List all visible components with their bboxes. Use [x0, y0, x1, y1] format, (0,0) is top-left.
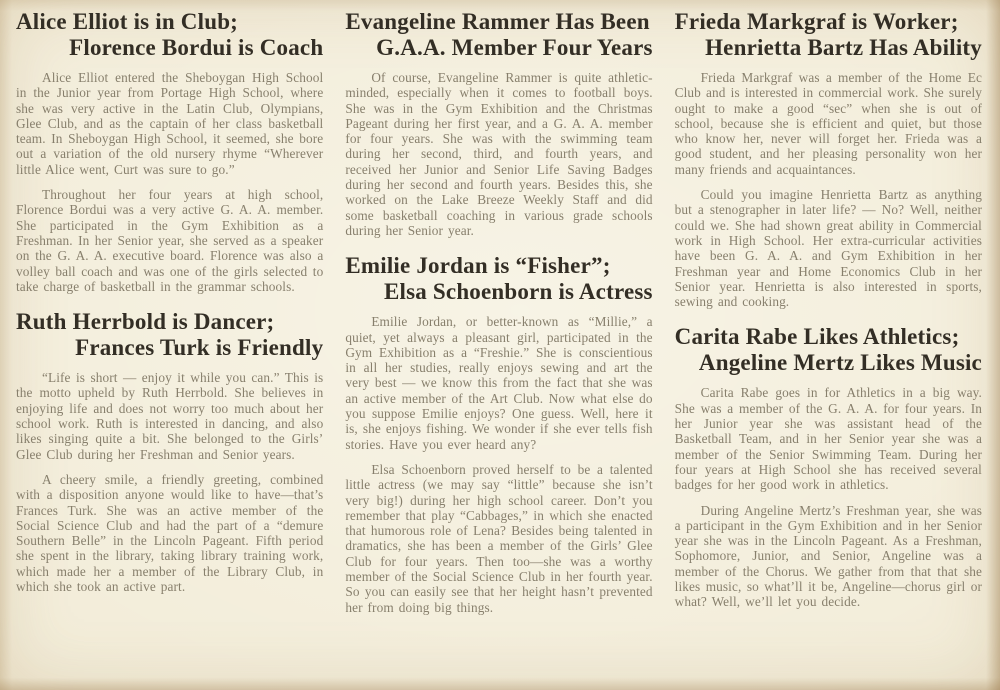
- article-emilie-jordan-elsa-schoenborn: [345, 253, 652, 615]
- article-headline: [345, 9, 652, 61]
- article-headline: [16, 309, 323, 361]
- article-paragraph: “Life is short — enjoy it while you can.” This is the motto upheld by Ruth Herrbold. She believes in enjoying life and does not worry too much about her school work. Ruth is interested in dancing, and also likes singing quite a bit. She belonged to the Girls’ Glee Club during her Freshman and Senior years.: [16, 370, 324, 462]
- article-headline: [345, 253, 652, 305]
- article-paragraph: Emilie Jordan, or better-known as “Millie,” a quiet, yet always a pleasant girl, participated in the Gym Exhibition as a “Freshie.” She is conscientious in all her studies, really enjoys sewing and art the very best — we know this from the fact that she was an active member of the Art Club. Now what else do you suppose Emilie enjoys? One guess. Well, here it is, she enjoys fishing. We wonder if she ever tells fish stories. Have you ever heard any?: [345, 314, 653, 452]
- headline-line-2: Henrietta Bartz Has Ability: [705, 35, 982, 60]
- article-paragraph: Elsa Schoenborn proved herself to be a talented little actress (we may say “little” because she isn’t very big!) during her high school career. Don’t you remember that play “Cabbages,” in which she enacted that humorous role of Lena? Besides being talented in dramatics, she has been a member of the Girls’ Glee Club for four years. Then too—she was a worthy member of the Social Science Club in her fourth year. So you can easily see that her height hasn’t prevented her from doing big things.: [345, 461, 653, 615]
- article-headline: [675, 324, 982, 376]
- headline-line-1: Carita Rabe Likes Athletics;: [674, 324, 960, 350]
- headline-line-2: G.A.A. Member Four Years: [376, 35, 653, 60]
- article-paragraph: Carita Rabe goes in for Athletics in a big way. She was a member of the G. A. A. for four years. In her Junior year she was assistant head of the Basketball Team, and in her Senior year she was a member of the Senior Swimming Team. During her four years at High School she has received several badges for her good work in athletics.: [674, 385, 982, 493]
- headline-line-2: Florence Bordui is Coach: [69, 35, 324, 60]
- headline-line-1: Frieda Markgraf is Worker;: [674, 9, 959, 34]
- article-paragraph: A cheery smile, a friendly greeting, combined with a disposition anyone would like to have—that’s Frances Turk. She was an active member of the Social Science Club and had the part of a “demure Southern Belle” in the Lincoln Pageant. Fifth period she spent in the library, taking library training work, which made her a member of the Library Club, in which she took an active part.: [16, 471, 324, 595]
- headline-line-2: Elsa Schoenborn is Actress: [383, 279, 653, 305]
- column-middle: [345, 9, 652, 680]
- column-right: [675, 9, 982, 680]
- headline-line-2: Frances Turk is Friendly: [75, 335, 324, 361]
- article-paragraph: Alice Elliot entered the Sheboygan High School in the Junior year from Portage High School, where she was very active in the Latin Club, Olympians, Glee Club, and as the captain of her class basketball team. In Sheboygan High School, it seemed, she bore out a variation of the old nursery rhyme “Wherever little Alice went, Curt was sure to go.”: [16, 70, 324, 177]
- article-paragraph: Could you imagine Henrietta Bartz as anything but a stenographer in later life? — No? Well, neither could we. She had shown great ability in Commercial work in High School. Her extra-curricular activities have been G. A. A. and Gym Exhibition in her Freshman year and Home Economics Club in her Senior year. Henrietta is also interested in sports, sewing and cooking.: [674, 187, 982, 310]
- headline-line-1: Emilie Jordan is “Fisher”;: [345, 253, 611, 279]
- article-paragraph: During Angeline Mertz’s Freshman year, she was a participant in the Gym Exhibition and in her Senior year she was in the Lincoln Pageant. As a Freshman, Sophomore, Junior, and Senior, Angeline was a member of the Chorus. We gather from that that she likes music, so what’ll it be, Angeline—chorus girl or what? Well, we’ll let you decide.: [674, 502, 982, 610]
- column-left: [16, 9, 323, 680]
- article-headline: [16, 9, 323, 61]
- article-frieda-markgraf-henrietta-bartz: [675, 9, 982, 309]
- article-paragraph: Of course, Evangeline Rammer is quite athletic-minded, especially when it comes to football boys. She was in the Gym Exhibition and the Christmas Pageant during her first year, and a G. A. A. member for four years. She was with the swimming team during her second, third, and fourth years, and received her Junior and Senior Life Saving Badges during her second and fourth years. Besides this, she worked on the Lake Breeze Weekly Staff and did some basketball coaching in various grade schools during her Senior year.: [345, 70, 653, 238]
- article-ruth-herrbold-frances-turk: [16, 309, 323, 594]
- article-alice-elliot-florence-bordui: [16, 9, 323, 294]
- headline-line-2: Angeline Mertz Likes Music: [698, 350, 982, 376]
- article-headline: [675, 9, 982, 61]
- headline-line-1: Ruth Herrbold is Dancer;: [16, 309, 275, 335]
- article-paragraph: Throughout her four years at high school, Florence Bordui was a very active G. A. A. member. She participated in the Gym Exhibition as a Freshman. In her Senior year, she served as a speaker on the G. A. A. executive board. Florence was also a volley ball coach and was one of the girls selected to take charge of basketball in the grammar schools.: [16, 187, 324, 294]
- article-evangeline-rammer: [345, 9, 652, 238]
- article-carita-rabe-angeline-mertz: [675, 324, 982, 609]
- headline-line-1: Evangeline Rammer Has Been: [345, 9, 650, 34]
- column-layout: [16, 9, 982, 680]
- headline-line-1: Alice Elliot is in Club;: [16, 9, 239, 34]
- article-paragraph: Frieda Markgraf was a member of the Home Ec Club and is interested in commercial work. She surely ought to make a good “sec” when she is out of school, because she is efficient and quiet, but those who know her, never will forget her. Frieda was a good student, and her pleasing personality won her many friends and acquaintances.: [674, 70, 982, 177]
